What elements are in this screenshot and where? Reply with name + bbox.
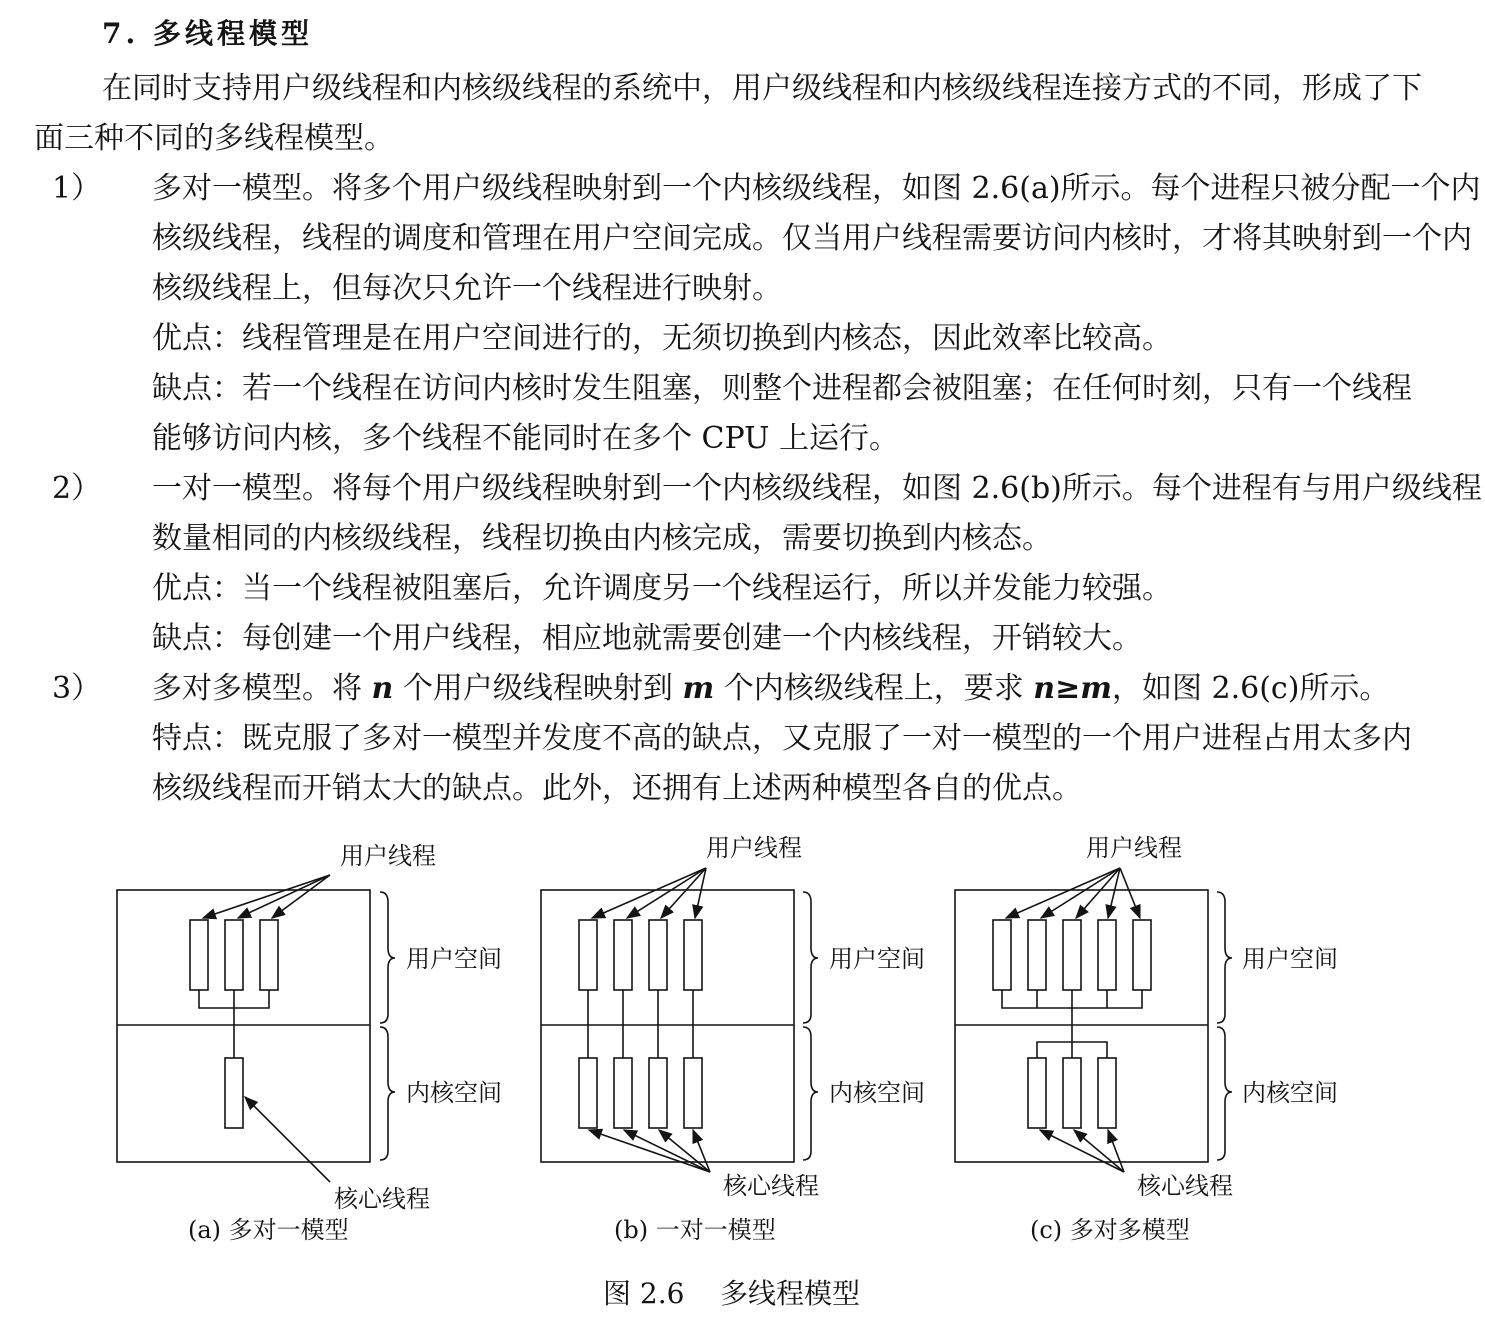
diagram-a-kernel-space-label: 内核空间 [406,1079,502,1107]
diagram-a-subcaption: (a) 多对一模型 [188,1216,349,1244]
diagram-c-kernel-threads-label: 核心线程 [1137,1172,1233,1200]
diagram-b-arrow [592,868,706,918]
diagram-b-kernel-thread [579,1058,597,1128]
diagram-a-many-to-one [117,875,395,1182]
diagram-c-connector [1002,990,1142,1058]
diagram-b-kernel-thread [614,1058,632,1128]
model-3-text-d: ，如图 2.6(c)所示。 [1111,671,1390,706]
diagram-c-kernel-thread [1028,1058,1046,1128]
diagram-c-kernel-thread [1063,1058,1081,1128]
diagram-a-brace-kernel [380,1027,395,1160]
diagram-c-user-thread [1028,920,1046,990]
multithread-model-figure [0,820,1485,1270]
diagram-a-user-thread [225,920,243,990]
model-3-condition: n≥m [1033,671,1112,706]
diagram-b-kernel-thread [684,1058,702,1128]
diagram-c-brace-kernel [1217,1027,1232,1160]
model-3-text-a: 多对多模型。将 [152,671,372,706]
diagram-c-user-thread [1133,920,1151,990]
diagram-b-kernel-thread [649,1058,667,1128]
diagram-c-subcaption: (c) 多对多模型 [1030,1216,1190,1244]
model-1-number: 1） [52,171,102,206]
diagram-b-user-thread [614,920,632,990]
section-title [102,12,313,52]
diagram-b-one-to-one [541,868,818,1172]
diagram-b-arrow [589,1130,710,1172]
diagram-b-kernel-space-label: 内核空间 [829,1079,925,1107]
diagram-c-kernel-thread [1098,1058,1116,1128]
diagram-a-kernel-threads-label: 核心线程 [334,1185,430,1213]
diagram-a-user-threads-label: 用户线程 [340,842,436,870]
diagram-b-brace-kernel [803,1027,818,1160]
diagram-a-brace-user [380,892,395,1023]
model-2-number: 2） [52,471,102,506]
diagram-c-user-thread [1098,920,1116,990]
diagram-a-connector [199,990,269,1058]
model-1-cons: 缺点：若一个线程在访问内核时发生阻塞，则整个进程都会被阻塞；在任何时刻，只有一个线程能够访问内核，多个线程不能同时在多个 CPU 上运行。 [152,371,1412,456]
diagram-c-arrow [1006,868,1120,918]
section-heading: 多线程模型 [152,17,313,50]
diagram-b-arrow [695,868,706,918]
diagram-c-user-threads-label: 用户线程 [1086,834,1182,862]
diagram-b-user-thread [579,920,597,990]
model-2-cons: 缺点：每创建一个用户线程，相应地就需要创建一个内核线程，开销较大。 [152,621,1142,656]
diagram-b-connector [588,990,693,1058]
diagram-b-subcaption: (b) 一对一模型 [614,1216,776,1244]
diagram-a-arrow [272,875,330,918]
model-3-var-n: n [371,671,394,706]
diagram-a-user-space-label: 用户空间 [406,945,502,973]
diagram-c-brace-user [1217,892,1232,1023]
diagram-b-brace-user [803,892,818,1023]
model-3-text-c: 个内核级线程上，要求 [714,671,1034,706]
diagram-c-arrow [1120,868,1140,918]
diagram-b-user-threads-label: 用户线程 [706,834,802,862]
model-1-pros: 优点：线程管理是在用户空间进行的，无须切换到内核态，因此效率比较高。 [152,321,1172,356]
diagram-c-many-to-many [955,868,1232,1172]
diagram-c-kernel-space-label: 内核空间 [1242,1079,1338,1107]
diagram-c-user-thread [1063,920,1081,990]
diagram-b-user-thread [649,920,667,990]
diagram-c-user-thread [993,920,1011,990]
model-1-paragraph [52,164,1482,314]
model-3-feature: 特点：既克服了多对一模型并发度不高的缺点，又克服了一对一模型的一个用户进程占用太多内核级线程而开销太大的缺点。此外，还拥有上述两种模型各自的优点。 [152,721,1412,806]
intro-paragraph: 在同时支持用户级线程和内核级线程的系统中，用户级线程和内核级线程连接方式的不同，形成了下面三种不同的多线程模型。 [34,71,1422,156]
diagram-a-arrow [203,875,330,918]
diagram-b-user-thread [684,920,702,990]
model-1-text: 多对一模型。将多个用户级线程映射到一个内核级线程，如图 2.6(a)所示。每个进程只被分配一个内核级线程，线程的调度和管理在用户空间完成。仅当用户线程需要访问内核时，才将其映射到一个内核级线程上，但每次只允许一个线程进行映射。 [152,171,1481,306]
section-number: 7. [102,17,140,50]
figure-caption: 图 2.6 多线程模型 [603,1277,861,1310]
diagram-a-arrow [238,875,330,918]
diagram-c-user-space-label: 用户空间 [1242,945,1338,973]
diagram-a-user-thread [260,920,278,990]
diagram-b-kernel-threads-label: 核心线程 [723,1172,819,1200]
model-3-var-m: m [682,671,715,706]
diagram-b-user-space-label: 用户空间 [829,945,925,973]
diagram-c-arrow [1041,868,1120,918]
diagram-b-arrow [627,868,706,918]
model-2-text: 一对一模型。将每个用户级线程映射到一个内核级线程，如图 2.6(b)所示。每个进程有与用户级线程数量相同的内核级线程，线程切换由内核完成，需要切换到内核态。 [152,471,1482,556]
diagram-a-arrow [245,1097,330,1182]
model-2-pros: 优点：当一个线程被阻塞后，允许调度另一个线程运行，所以并发能力较强。 [152,571,1172,606]
model-3-text-b: 个用户级线程映射到 [393,671,683,706]
diagram-a-kernel-thread [225,1058,243,1128]
model-2-paragraph [52,464,1482,564]
diagram-a-user-thread [190,920,208,990]
model-3-paragraph [52,664,1482,714]
model-3-number: 3） [52,671,102,706]
